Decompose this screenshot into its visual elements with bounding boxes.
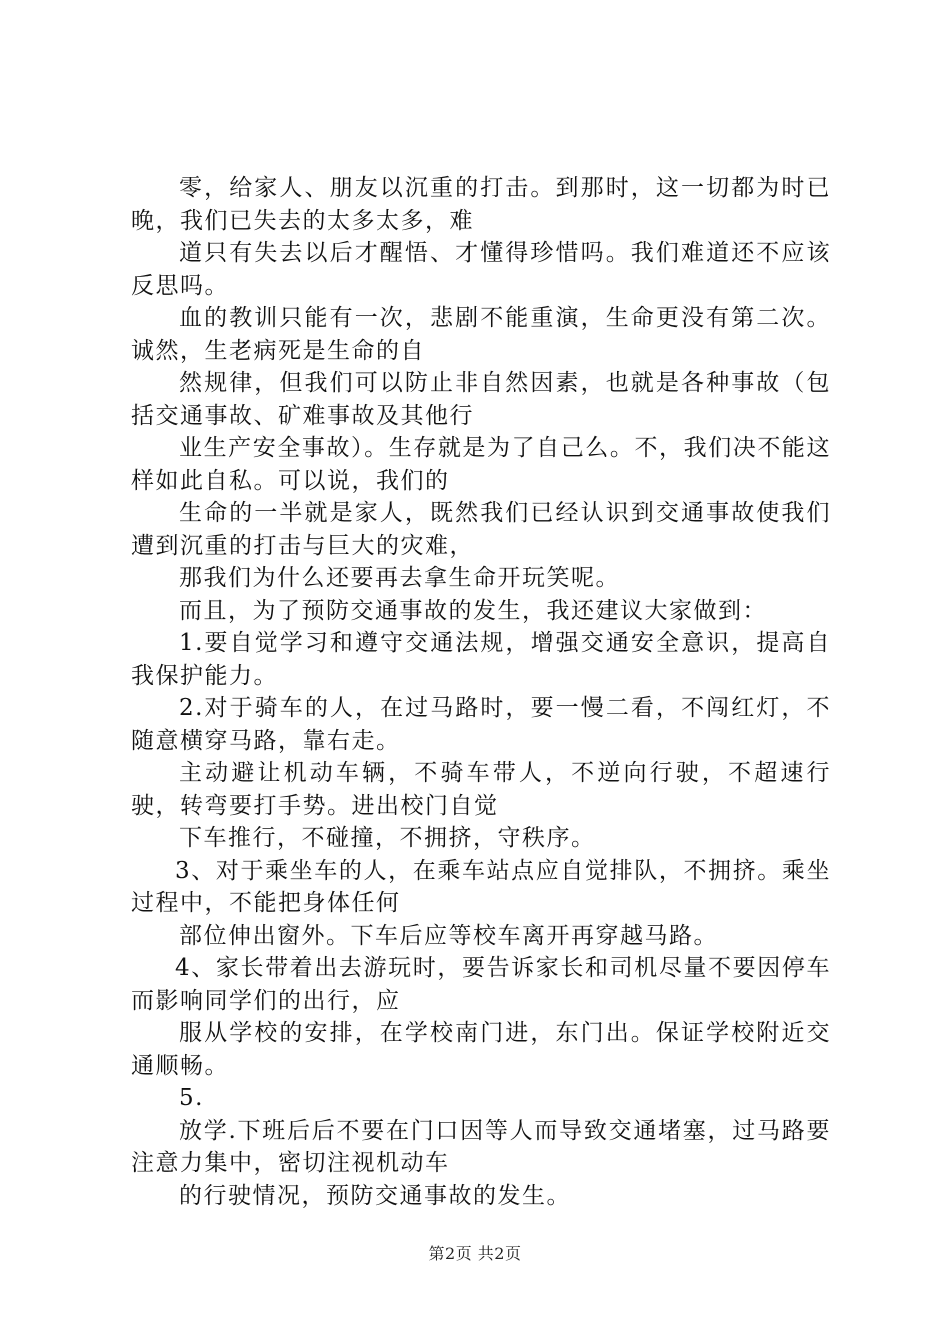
page-number-footer: 第2页 共2页 <box>428 1244 522 1263</box>
paragraph-10: 2.对于骑车的人，在过马路时，要一慢二看，不闯红灯，不随意横穿马路，靠右走。 <box>131 695 831 754</box>
paragraph-18: 放学.下班后后不要在门口因等人而导致交通堵塞，过马路要注意力集中，密切注视机动车 <box>131 1117 831 1176</box>
paragraph-15: 4、家长带着出去游玩时，要告诉家长和司机尽量不要因停车而影响同学们的出行，应 <box>131 955 831 1014</box>
paragraph-1: 零，给家人、朋友以沉重的打击。到那时，这一切都为时已晚，我们已失去的太多太多，难 <box>131 175 831 234</box>
document-body <box>131 172 831 1212</box>
paragraph-17: 5. <box>179 1085 204 1111</box>
paragraph-6: 生命的一半就是家人，既然我们已经认识到交通事故使我们遭到沉重的打击与巨大的灾难， <box>131 500 831 559</box>
paragraph-3: 血的教训只能有一次，悲剧不能重演，生命更没有第二次。诚然，生老病死是生命的自 <box>131 305 831 364</box>
paragraph-8: 而且，为了预防交通事故的发生，我还建议大家做到： <box>179 597 767 624</box>
paragraph-16: 服从学校的安排，在学校南门进，东门出。保证学校附近交通顺畅。 <box>131 1020 831 1079</box>
paragraph-9: 1.要自觉学习和遵守交通法规，增强交通安全意识，提高自我保护能力。 <box>131 630 831 689</box>
paragraph-12: 下车推行，不碰撞，不拥挤，守秩序。 <box>179 825 596 851</box>
paragraph-19: 的行驶情况，预防交通事故的发生。 <box>179 1182 571 1209</box>
paragraph-7: 那我们为什么还要再去拿生命开玩笑呢。 <box>179 565 620 591</box>
paragraph-2: 道只有失去以后才醒悟、才懂得珍惜吗。我们难道还不应该反思吗。 <box>131 240 831 299</box>
paragraph-5: 业生产安全事故）。生存就是为了自己么。不，我们决不能这样如此自私。可以说，我们的 <box>131 435 831 494</box>
paragraph-13: 3、对于乘坐车的人，在乘车站点应自觉排队，不拥挤。乘坐过程中，不能把身体任何 <box>131 857 831 916</box>
paragraph-11: 主动避让机动车辆，不骑车带人，不逆向行驶，不超速行驶，转弯要打手势。进出校门自觉 <box>131 760 831 819</box>
paragraph-4: 然规律，但我们可以防止非自然因素，也就是各种事故（包括交通事故、矿难事故及其他行 <box>131 370 831 429</box>
paragraph-14: 部位伸出窗外。下车后应等校车离开再穿越马路。 <box>179 922 718 949</box>
